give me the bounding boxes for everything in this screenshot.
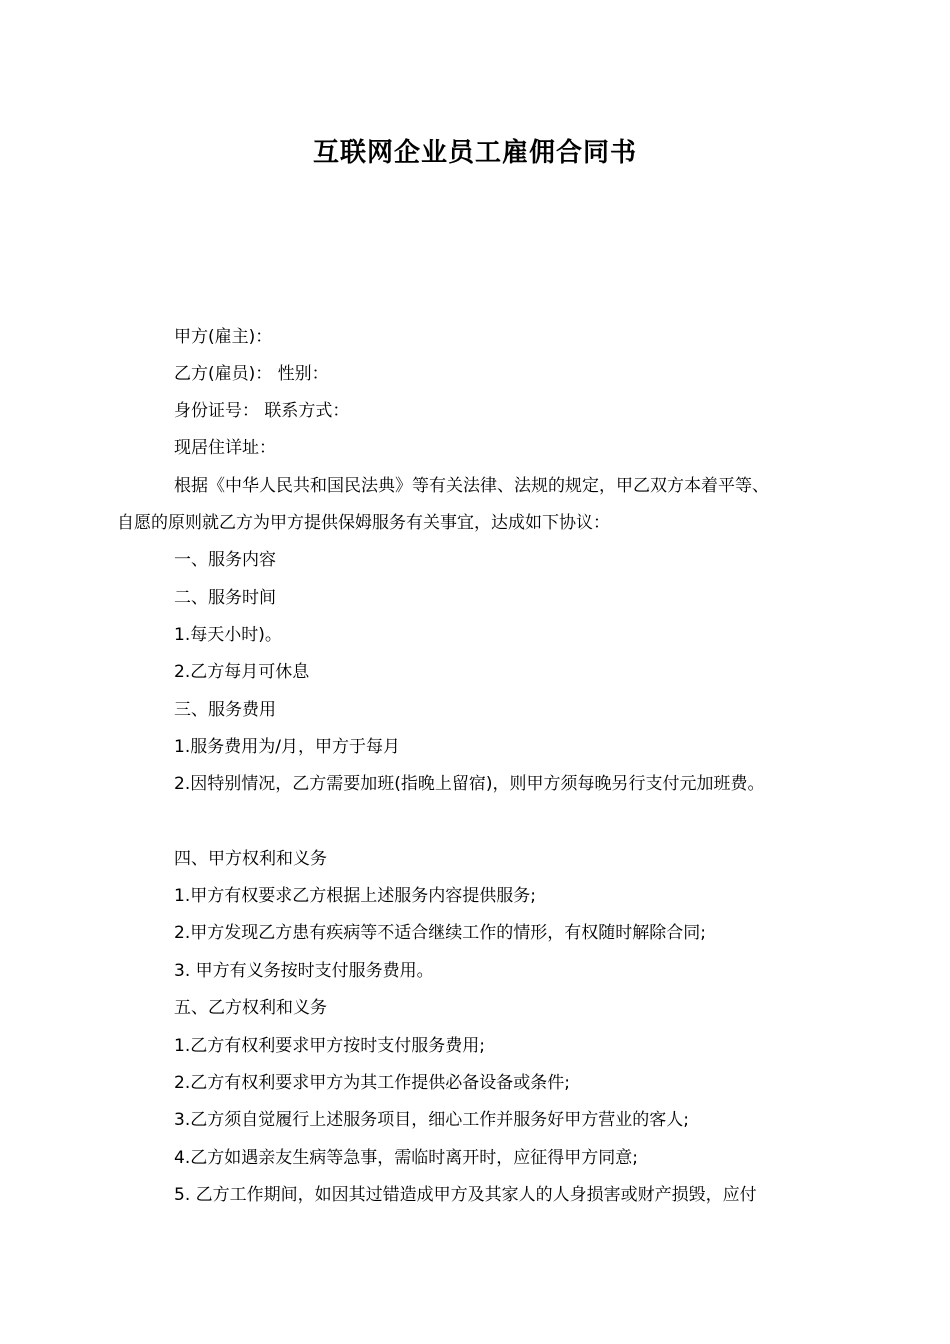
preamble-line-1: 根据《中华人民共和国民法典》等有关法律、法规的规定，甲乙双方本着平等、	[174, 476, 769, 496]
clause-line: 3. 甲方有义务按时支付服务费用。	[174, 961, 434, 981]
section-heading: 二、服务时间	[174, 588, 276, 608]
party-a-line: 甲方(雇主)：	[174, 327, 273, 347]
section-heading: 四、甲方权利和义务	[174, 849, 327, 869]
clause-line: 2.乙方每月可休息	[174, 662, 310, 682]
clause-line: 2.甲方发现乙方患有疾病等不适合继续工作的情形，有权随时解除合同;	[174, 923, 706, 943]
party-b-line: 乙方(雇员)： 性别：	[174, 364, 329, 384]
id-contact-line: 身份证号： 联系方式：	[174, 401, 350, 421]
section-heading: 一、服务内容	[174, 550, 276, 570]
clause-line: 4.乙方如遇亲友生病等急事，需临时离开时，应征得甲方同意;	[174, 1148, 638, 1168]
clause-line: 1.每天小时)。	[174, 625, 282, 645]
clause-line: 1.乙方有权利要求甲方按时支付服务费用;	[174, 1036, 485, 1056]
clause-line: 1.服务费用为/月，甲方于每月	[174, 737, 400, 757]
section-heading: 五、乙方权利和义务	[174, 998, 327, 1018]
clause-line: 5. 乙方工作期间，如因其过错造成甲方及其家人的人身损害或财产损毁，应付	[174, 1185, 757, 1205]
section-heading: 三、服务费用	[174, 700, 276, 720]
clause-line: 3.乙方须自觉履行上述服务项目，细心工作并服务好甲方营业的客人;	[174, 1110, 689, 1130]
clause-line: 1.甲方有权要求乙方根据上述服务内容提供服务;	[174, 886, 536, 906]
clause-line: 2.因特别情况，乙方需要加班(指晚上留宿)，则甲方须每晚另行支付元加班费。	[174, 774, 765, 794]
address-line: 现居住详址：	[174, 438, 276, 458]
clause-line: 2.乙方有权利要求甲方为其工作提供必备设备或条件;	[174, 1073, 570, 1093]
preamble-line-2: 自愿的原则就乙方为甲方提供保姆服务有关事宜，达成如下协议：	[117, 513, 610, 533]
document-title: 互联网企业员工雇佣合同书	[312, 138, 637, 168]
